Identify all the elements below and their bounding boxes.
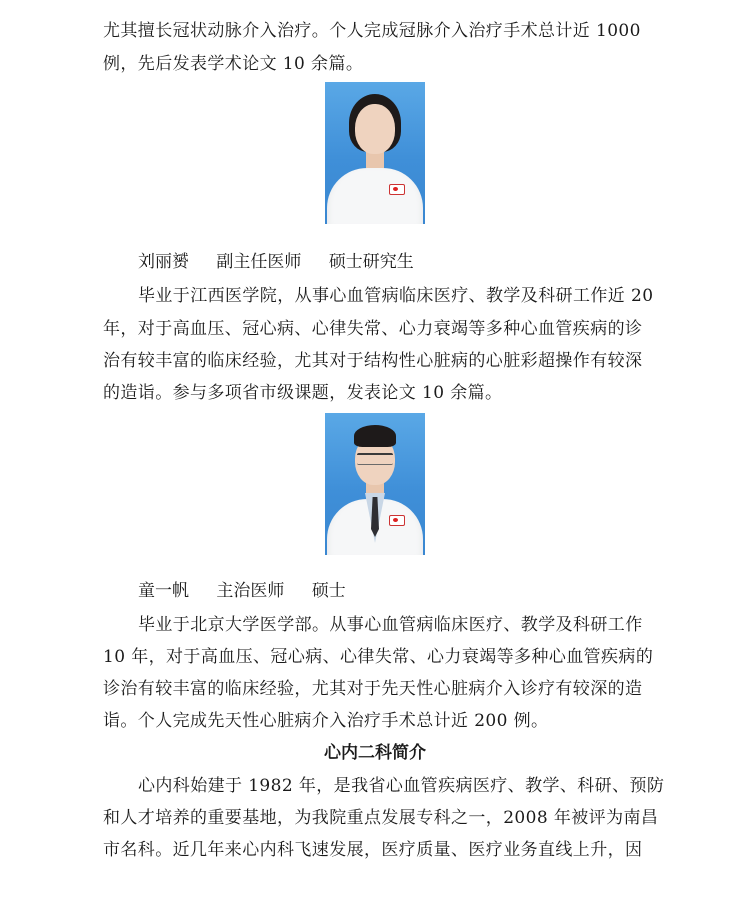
- doctor-name: 童一帆: [138, 581, 189, 601]
- bio-line: 毕业于北京大学医学部。从事心血管病临床医疗、教学及科研工作: [138, 615, 643, 635]
- doctor-title: 副主任医师: [216, 252, 302, 272]
- glasses-icon: [357, 453, 393, 465]
- section-line: 心内科始建于 1982 年，是我省心血管疾病医疗、教学、科研、预防: [138, 776, 665, 796]
- bio-line: 治有较丰富的临床经验，尤其对于结构性心脏病的心脏彩超操作有较深: [103, 351, 643, 371]
- doctor-portrait-photo: [325, 413, 425, 555]
- portrait-hair: [354, 425, 396, 447]
- portrait-face: [355, 104, 395, 154]
- paragraph-line: 例，先后发表学术论文 10 余篇。: [103, 54, 364, 74]
- doctor-degree: 硕士: [311, 581, 346, 601]
- bio-line: 毕业于江西医学院，从事心血管病临床医疗、教学及科研工作近 20: [138, 286, 654, 306]
- section-heading: 心内二科简介: [324, 743, 426, 763]
- doctor-name-line: [138, 251, 436, 273]
- paragraph-line: 尤其擅长冠状动脉介入治疗。个人完成冠脉介入治疗手术总计近 1000: [103, 21, 641, 41]
- bio-line: 年，对于高血压、冠心病、心律失常、心力衰竭等多种心血管疾病的诊: [103, 319, 643, 339]
- bio-line: 的造诣。参与多项省市级课题，发表论文 10 余篇。: [103, 383, 503, 403]
- portrait-white-coat: [327, 168, 423, 224]
- bio-line: 诣。个人完成先天性心脏病介入治疗手术总计近 200 例。: [103, 711, 549, 731]
- bio-line: 10 年，对于高血压、冠心病、心律失常、心力衰竭等多种心血管疾病的: [103, 647, 654, 667]
- doctor-portrait-photo: [325, 82, 425, 224]
- doctor-name-line: [138, 580, 368, 602]
- hospital-badge-icon: [389, 184, 405, 195]
- hospital-badge-icon: [389, 515, 405, 526]
- doctor-title: 主治医师: [216, 581, 285, 601]
- section-line: 市名科。近几年来心内科飞速发展，医疗质量、医疗业务直线上升，因: [103, 840, 643, 860]
- bio-line: 诊治有较丰富的临床经验，尤其对于先天性心脏病介入诊疗有较深的造: [103, 679, 643, 699]
- doctor-name: 刘丽赟: [138, 252, 189, 272]
- section-line: 和人才培养的重要基地，为我院重点发展专科之一，2008 年被评为南昌: [103, 808, 659, 828]
- doctor-degree: 硕士研究生: [328, 252, 414, 272]
